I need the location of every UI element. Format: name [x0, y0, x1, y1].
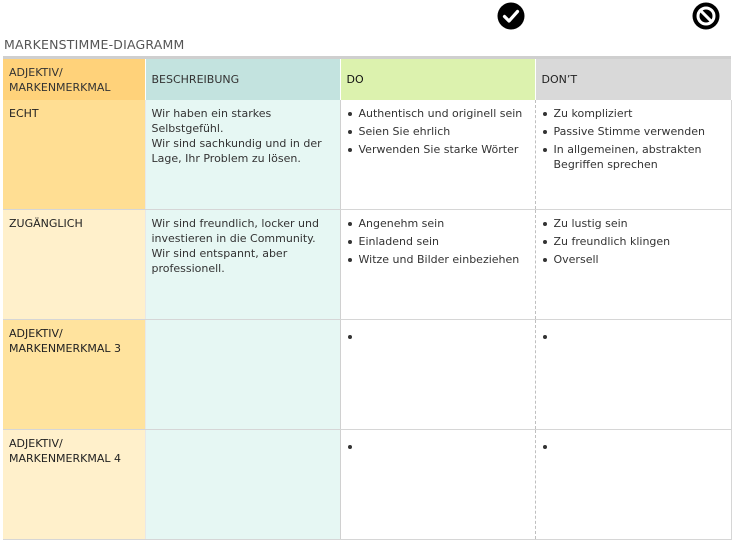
adjective-cell: ZUGÄNGLICH	[3, 210, 145, 320]
brand-voice-table	[3, 59, 732, 540]
table-row	[3, 320, 731, 430]
do-cell	[340, 320, 535, 430]
header-do: DO	[340, 59, 535, 100]
header-description: BESCHREIBUNG	[145, 59, 340, 100]
page-title: MARKENSTIMME-DIAGRAMM	[4, 37, 185, 52]
list-item: Oversell	[554, 252, 725, 267]
adjective-cell: ADJEKTIV/ MARKENMERKMAL 4	[3, 430, 145, 540]
adjective-cell: ECHT	[3, 100, 145, 210]
checkmark-circle-icon	[497, 2, 525, 30]
list-item: Einladend sein	[359, 234, 529, 249]
header-adjective: ADJEKTIV/ MARKENMERKMAL	[3, 59, 145, 100]
table-row	[3, 100, 731, 210]
header-row	[3, 59, 731, 100]
list-item: Verwenden Sie starke Wörter	[359, 142, 529, 157]
list-item: In allgemeinen, abstrakten Begriffen sprechen	[554, 142, 725, 172]
list-item: Passive Stimme verwenden	[554, 124, 725, 139]
description-cell: Wir sind freundlich, locker und investieren in die Community. Wir sind entspannt, aber professionell.	[145, 210, 340, 320]
prohibited-circle-icon	[692, 2, 720, 30]
list-item: Zu kompliziert	[554, 106, 725, 121]
dont-cell	[535, 210, 731, 320]
do-cell	[340, 100, 535, 210]
dont-cell	[535, 100, 731, 210]
dont-cell	[535, 320, 731, 430]
table-body	[3, 100, 731, 540]
table-row	[3, 430, 731, 540]
adjective-cell: ADJEKTIV/ MARKENMERKMAL 3	[3, 320, 145, 430]
description-cell	[145, 320, 340, 430]
list-item: Authentisch und originell sein	[359, 106, 529, 121]
header-dont: DON’T	[535, 59, 731, 100]
list-item: Zu lustig sein	[554, 216, 725, 231]
table-row	[3, 210, 731, 320]
do-list	[347, 106, 529, 157]
list-item: Witze und Bilder einbeziehen	[359, 252, 529, 267]
description-cell	[145, 430, 340, 540]
do-cell	[340, 430, 535, 540]
dont-cell	[535, 430, 731, 540]
list-item: Angenehm sein	[359, 216, 529, 231]
do-list	[347, 216, 529, 267]
dont-list	[542, 216, 725, 267]
list-item: Zu freundlich klingen	[554, 234, 725, 249]
dont-list	[542, 106, 725, 172]
list-item: Seien Sie ehrlich	[359, 124, 529, 139]
description-cell: Wir haben ein starkes Selbstgefühl. Wir sind sachkundig und in der Lage, Ihr Problem zu lösen.	[145, 100, 340, 210]
do-cell	[340, 210, 535, 320]
